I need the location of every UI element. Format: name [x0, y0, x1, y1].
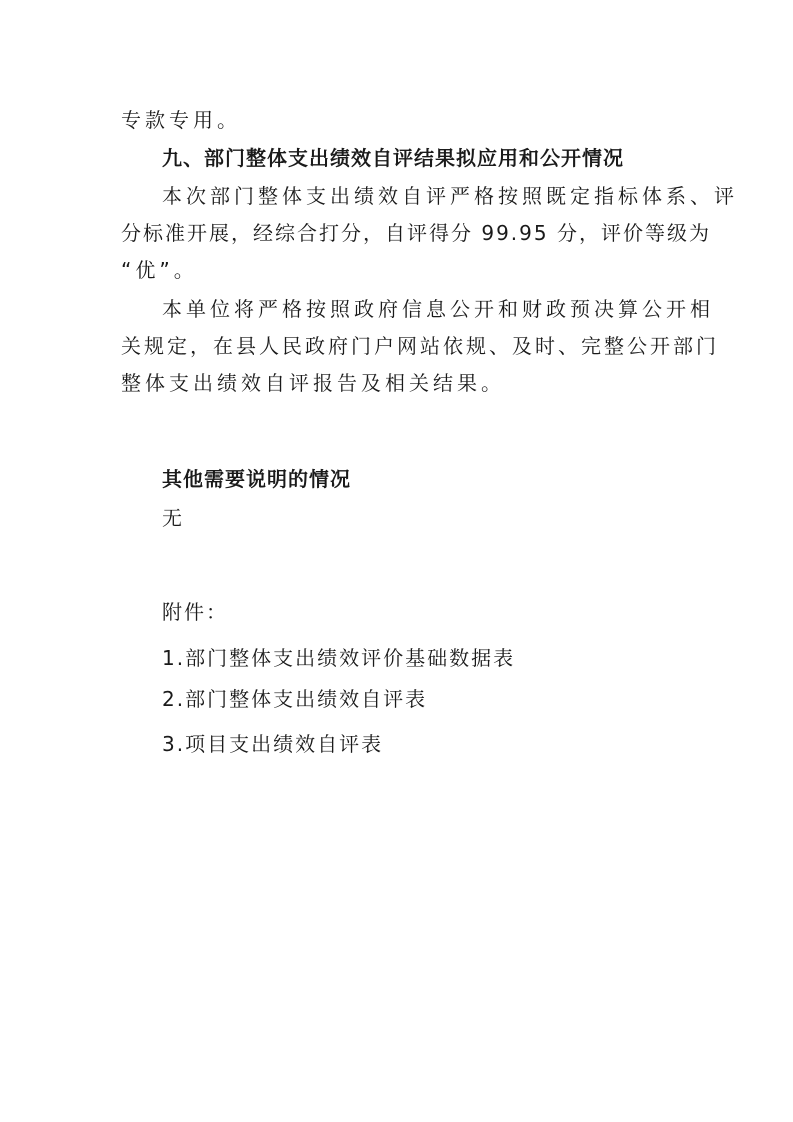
attachments-label: 附件： — [162, 600, 228, 624]
section-heading-nine: 九、部门整体支出绩效自评结果拟应用和公开情况 — [162, 146, 624, 170]
paragraph-line: 整体支出绩效自评报告及相关结果。 — [121, 371, 505, 395]
attachment-item: 2.部门整体支出绩效自评表 — [162, 687, 428, 711]
attachment-item: 3.项目支出绩效自评表 — [162, 732, 384, 756]
other-info-heading: 其他需要说明的情况 — [162, 467, 351, 491]
attachment-item: 1.部门整体支出绩效评价基础数据表 — [162, 646, 516, 670]
paragraph-line: 本次部门整体支出绩效自评严格按照既定指标体系、评 — [162, 184, 738, 208]
paragraph-line: “优”。 — [121, 258, 198, 282]
body-text-line: 专款专用。 — [121, 108, 241, 132]
paragraph-line: 关规定，在县人民政府门户网站依规、及时、完整公开部门 — [121, 334, 719, 358]
other-info-content: 无 — [162, 506, 186, 530]
paragraph-line: 分标准开展，经综合打分，自评得分 99.95 分，评价等级为 — [121, 221, 711, 245]
paragraph-line: 本单位将严格按照政府信息公开和财政预决算公开相 — [162, 297, 714, 321]
